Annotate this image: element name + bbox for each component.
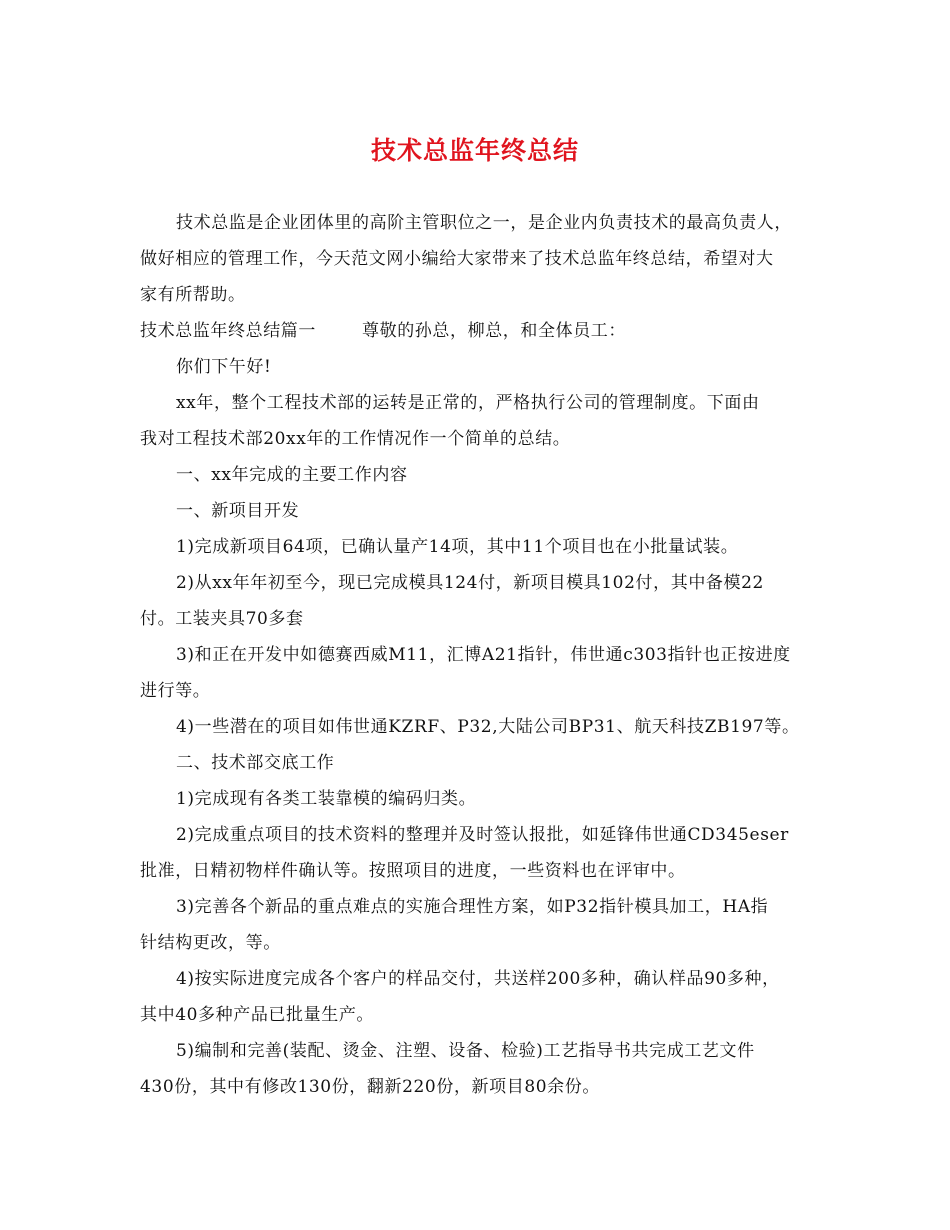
text-line-content: 一、新项目开发 xyxy=(176,501,300,521)
text-line xyxy=(140,997,820,1033)
text-line xyxy=(140,529,820,565)
text-line-content: 针结构更改，等。 xyxy=(140,933,281,953)
text-line-content: 5)编制和完善(装配、烫金、注塑、设备、检验)工艺指导书共完成工艺文件 xyxy=(176,1041,755,1061)
document-title: 技术总监年终总结 xyxy=(370,136,579,165)
text-line-content: 2)从xx年年初至今，现已完成模具124付，新项目模具102付，其中备模22 xyxy=(176,573,764,593)
text-line-content: 1)完成新项目64项，已确认量产14项，其中11个项目也在小批量试装。 xyxy=(176,537,739,557)
text-line-content: 批准，日精初物样件确认等。按照项目的进度，一些资料也在评审中。 xyxy=(140,861,686,881)
text-line xyxy=(140,313,820,349)
text-line-content: 一、xx年完成的主要工作内容 xyxy=(176,465,408,485)
text-line xyxy=(140,925,820,961)
text-line xyxy=(140,709,820,745)
text-line xyxy=(140,277,820,313)
text-line-content: 技术总监是企业团体里的高阶主管职位之一，是企业内负责技术的最高负责人， xyxy=(176,213,792,233)
text-line xyxy=(140,1033,820,1069)
text-line xyxy=(140,349,820,385)
text-line xyxy=(140,421,820,457)
text-line xyxy=(140,781,820,817)
text-line-content: 4)一些潜在的项目如伟世通KZRF、P32,大陆公司BP31、航天科技ZB197等。 xyxy=(176,717,800,737)
text-line-content: 家有所帮助。 xyxy=(140,285,246,305)
text-line xyxy=(140,745,820,781)
text-line-content: 4)按实际进度完成各个客户的样品交付，共送样200多种，确认样品90多种， xyxy=(176,969,780,989)
text-line-content: 3)完善各个新品的重点难点的实施合理性方案，如P32指针模具加工，HA指 xyxy=(176,897,769,917)
text-line xyxy=(140,205,820,241)
text-line-content: 2)完成重点项目的技术资料的整理并及时签认报批，如延锋伟世通CD345eser xyxy=(176,825,789,845)
text-line xyxy=(140,817,820,853)
text-line xyxy=(140,673,820,709)
text-line xyxy=(140,565,820,601)
text-line-content: 其中40多种产品已批量生产。 xyxy=(140,1005,375,1025)
text-line xyxy=(140,961,820,997)
text-line xyxy=(140,385,820,421)
document-body xyxy=(140,205,820,1105)
text-line xyxy=(140,853,820,889)
text-line xyxy=(140,889,820,925)
text-line-content: 做好相应的管理工作，今天范文网小编给大家带来了技术总监年终总结，希望对大 xyxy=(140,249,774,269)
text-line xyxy=(140,601,820,637)
text-line xyxy=(140,1069,820,1105)
text-line xyxy=(140,637,820,673)
text-line-content: xx年，整个工程技术部的运转是正常的，严格执行公司的管理制度。下面由 xyxy=(176,393,760,413)
text-line xyxy=(140,457,820,493)
text-line-content: 进行等。 xyxy=(140,681,211,701)
text-line-content: 二、技术部交底工作 xyxy=(176,753,335,773)
text-line-content: 430份，其中有修改130份，翻新220份，新项目80余份。 xyxy=(140,1077,600,1097)
text-line-content: 1)完成现有各类工装靠模的编码归类。 xyxy=(176,789,477,809)
text-line-content: 付。工装夹具70多套 xyxy=(140,609,304,629)
text-line xyxy=(140,241,820,277)
text-line-content: 我对工程技术部20xx年的工作情况作一个简单的总结。 xyxy=(140,429,571,449)
salutation-text: 尊敬的孙总，柳总，和全体员工： xyxy=(362,321,626,341)
text-line-content: 技术总监年终总结篇一 xyxy=(140,321,316,341)
text-line xyxy=(140,493,820,529)
text-line-content: 你们下午好! xyxy=(176,357,272,377)
text-line-content: 3)和正在开发中如德赛西威M11，汇博A21指针，伟世通c303指针也正按进度 xyxy=(176,645,791,665)
